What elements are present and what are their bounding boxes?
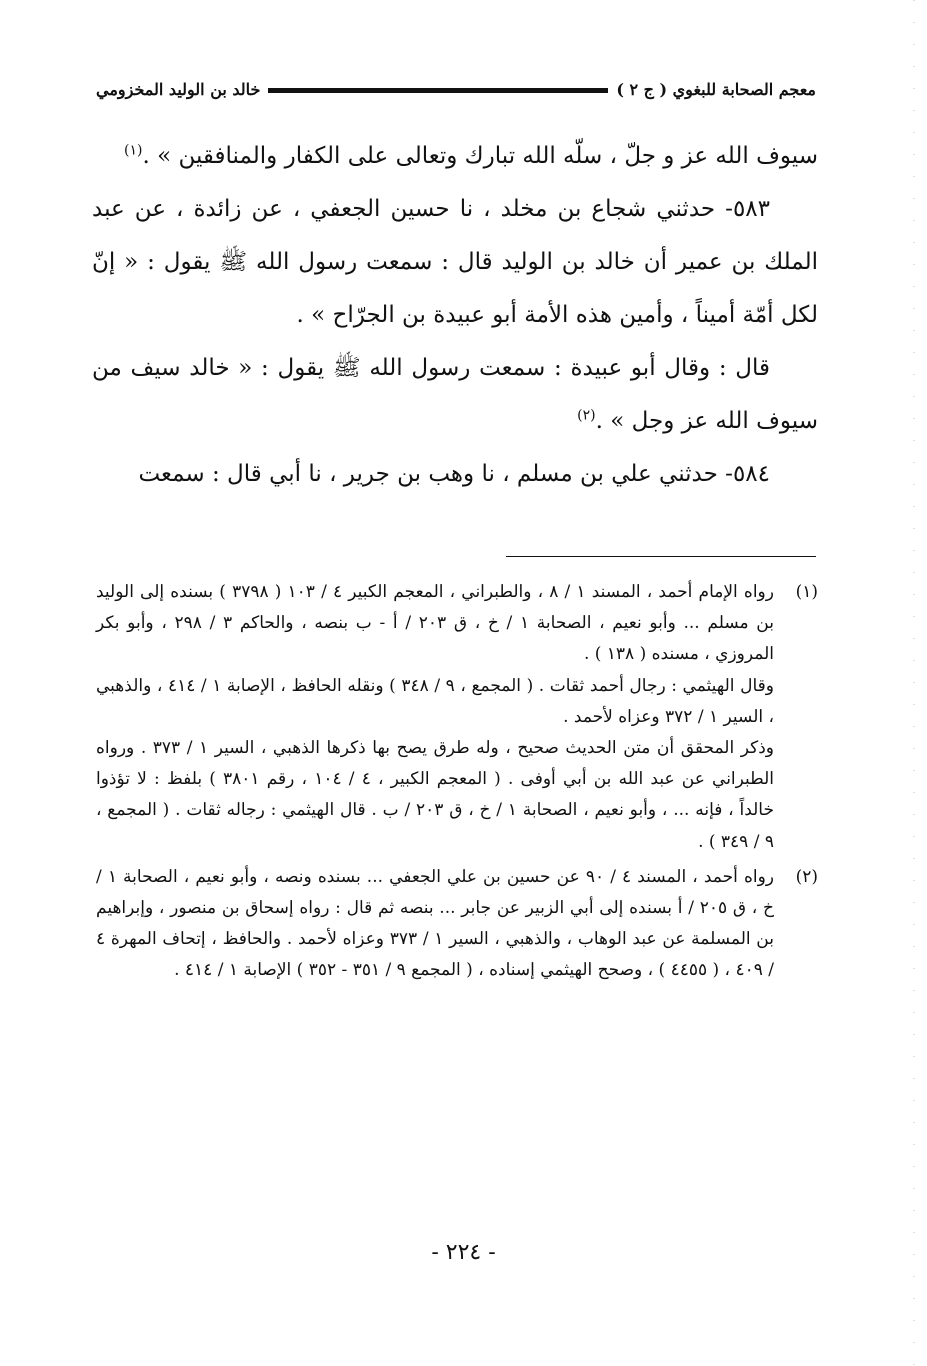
footnotes bbox=[96, 577, 818, 991]
header-book-title: معجم الصحابة للبغوي ( ج ٢ ) bbox=[616, 80, 816, 99]
main-text bbox=[92, 130, 818, 501]
paragraph-1-text: سيوف الله عز و جلّ ، سلّه الله تبارك وتعالى على الكفار والمنافقين » . bbox=[142, 143, 818, 169]
footnote-2-body bbox=[96, 862, 774, 987]
footnote-2 bbox=[96, 862, 818, 987]
running-header bbox=[96, 76, 816, 104]
footnote-1-paragraph-1: رواه الإمام أحمد ، المسند ١ / ٨ ، والطبراني ، المعجم الكبير ٤ / ١٠٣ ( ٣٧٩٨ ) بسنده إلى الوليد بن مسلم ... وأبو نعيم ، الصحابة ١ / خ ، ق ٢٠٣ / أ - ب بنصه ، والحاكم ٣ / ٢٩٨ ، وأبو بكر المروزي ، مسنده ( ١٣٨ ) . bbox=[96, 582, 774, 665]
footnote-2-paragraph-1: رواه أحمد ، المسند ٤ / ٩٠ عن حسين بن علي الجعفي ... بسنده ونصه ، وأبو نعيم ، الصحابة ١ / خ ، ق ٢٠٥ / أ بسنده إلى أبي الزبير عن جابر ... بنصه ثم قال : رواه إسحاق بن منصور ، وإبراهيم بن المسلمة عن عبد الوهاب ، والذهبي ، السير ١ / ٣٧٣ وعزاه لأحمد . والحافظ ، إتحاف المهرة ٤ / ٤٠٩ ، ( ٤٤٥٥ ) ، وصحح الهيثمي إسناده ، ( المجمع ٩ / ٣٥١ - ٣٥٢ ) الإصابة ١ / ٤١٤ . bbox=[96, 866, 775, 981]
footnote-1-paragraph-2: وقال الهيثمي : رجال أحمد ثقات . ( المجمع ، ٩ / ٣٤٨ ) ونقله الحافظ ، الإصابة ١ / ٤١٤ ، والذهبي ، السير ١ / ٣٧٢ وعزاه لأحمد . bbox=[96, 675, 774, 727]
footnote-1-body bbox=[96, 577, 774, 858]
footnote-separator bbox=[506, 556, 816, 557]
footnote-1-paragraph-3: وذكر المحقق أن متن الحديث صحيح ، وله طرق يصح بها ذكرها الذهبي ، السير ١ / ٣٧٣ . ورواه الطبراني عن عبد الله بن أبي أوفى . ( المعجم الكبير ، ٤ / ١٠٤ ، رقم ٣٨٠١ ) بلفظ : لا تؤذوا خالداً ، فإنه ... ، وأبو نعيم ، الصحابة ١ / خ ، ق ٢٠٣ / ب . قال الهيثمي : رجاله ثقات . ( المجمع ، ٩ / ٣٤٩ ) . bbox=[96, 738, 775, 852]
footnote-2-mark: (٢) bbox=[795, 866, 818, 887]
page-number: - ٢٢٤ - bbox=[431, 1240, 496, 1265]
footnote-1 bbox=[96, 577, 818, 858]
paragraph-3-text: قال : وقال أبو عبيدة : سمعت رسول الله ﷺ يقول : « خالد سيف من سيوف الله عز وجل » . bbox=[92, 355, 818, 434]
footnote-1-mark: (١) bbox=[795, 582, 818, 602]
main-paragraph-4: ٥٨٤- حدثني علي بن مسلم ، نا وهب بن جرير ، نا أبي قال : سمعت bbox=[138, 461, 770, 487]
header-chapter-title: خالد بن الوليد المخزومي bbox=[96, 80, 261, 99]
main-paragraph-1 bbox=[92, 130, 818, 183]
footnote-ref-2: (٢) bbox=[577, 407, 596, 424]
main-paragraph-3 bbox=[92, 342, 818, 448]
footnote-ref-1: (١) bbox=[123, 142, 143, 159]
scan-edge-artifact bbox=[913, 0, 915, 1366]
header-rule bbox=[268, 88, 608, 93]
main-paragraph-2: ٥٨٣- حدثني شجاع بن مخلد ، نا حسين الجعفي ، عن زائدة ، عن عبد الملك بن عمير أن خالد بن الوليد قال : سمعت رسول الله ﷺ يقول : « إنّ لكل أمّة أميناً ، وأمين هذه الأمة أبو عبيدة بن الجرّاح » . bbox=[92, 196, 818, 328]
